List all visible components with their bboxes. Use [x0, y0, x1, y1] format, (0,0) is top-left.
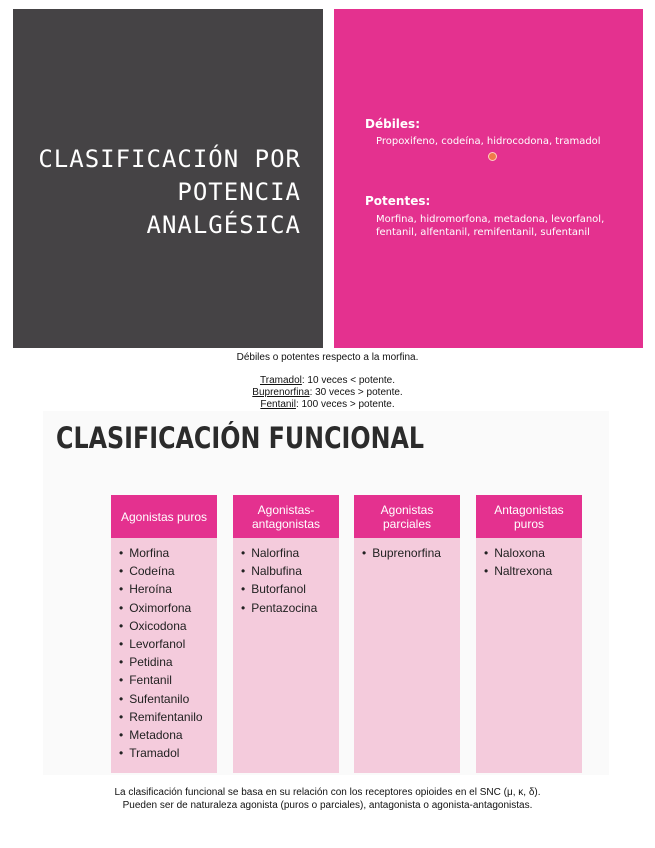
drug-list [476, 538, 582, 580]
column-header [354, 495, 460, 538]
list-item: • Remifentanilo [119, 708, 217, 726]
column-header [111, 495, 217, 538]
list-item: • Nalbufina [241, 562, 339, 580]
column-agonistas-antagonistas [233, 495, 339, 773]
list-item: • Pentazocina [241, 599, 339, 617]
caption-functional-line-1: La clasificación funcional se basa en su relación con los receptores opioides en el SNC (μ, κ, δ). [114, 787, 541, 798]
column-header-line-2: puros [513, 516, 544, 531]
list-item: • Codeína [119, 562, 217, 580]
slide-title [13, 143, 301, 242]
column-header-line-1: Agonistas [380, 502, 434, 517]
list-item: • Oximorfona [119, 599, 217, 617]
potency-drug: Fentanil [260, 399, 296, 410]
potency-item [0, 387, 655, 399]
list-item: • Oxicodona [119, 617, 217, 635]
potency-text: : 30 veces > potente. [309, 387, 403, 398]
slide2-title: CLASIFICACIÓN FUNCIONAL [56, 421, 425, 455]
list-item: • Buprenorfina [362, 544, 460, 562]
column-antagonistas-puros [476, 495, 582, 773]
caption-potency: Débiles o potentes respecto a la morfina. [236, 352, 419, 363]
list-item: • Levorfanol [119, 635, 217, 653]
column-header-line-1: Antagonistas [494, 502, 564, 517]
potency-drug: Tramadol [260, 375, 302, 386]
slide-potency [13, 9, 643, 348]
slide-title-line-1: CLASIFICACIÓN POR [38, 145, 301, 173]
list-item: • Tramadol [119, 744, 217, 762]
potency-text: : 100 veces > potente. [295, 399, 395, 410]
slide-title-line-2: POTENCIA ANALGÉSICA [146, 178, 301, 239]
drug-list [233, 538, 339, 617]
potency-list [0, 375, 655, 411]
list-item: • Heroína [119, 580, 217, 598]
potency-item [0, 375, 655, 387]
strong-text-line-2: fentanil, alfentanil, remifentanil, sufentanil [376, 227, 590, 238]
list-item: • Naloxona [484, 544, 582, 562]
column-header-line-1: Agonistas puros [120, 509, 208, 524]
strong-text-line-1: Morfina, hidromorfona, metadona, levorfanol, [376, 214, 605, 225]
caption-functional-line-2: Pueden ser de naturaleza agonista (puros o parciales), antagonista o agonista-antagonistas. [122, 800, 533, 811]
weak-heading: Débiles: [365, 117, 420, 131]
potency-drug: Buprenorfina [252, 387, 310, 398]
list-item: • Morfina [119, 544, 217, 562]
column-agonistas-parciales [354, 495, 460, 773]
potency-item [0, 399, 655, 411]
slide-functional [43, 411, 609, 775]
column-header [476, 495, 582, 538]
strong-heading: Potentes: [365, 194, 431, 208]
cursor-highlight-icon [488, 152, 497, 161]
caption-functional [0, 786, 655, 812]
potency-text: : 10 veces < potente. [301, 375, 395, 386]
column-header-line-2: antagonistas [251, 516, 321, 531]
list-item: • Naltrexona [484, 562, 582, 580]
list-item: • Sufentanilo [119, 690, 217, 708]
list-item: • Fentanil [119, 671, 217, 689]
list-item: • Nalorfina [241, 544, 339, 562]
column-header-line-1: Agonistas- [257, 502, 315, 517]
strong-text [376, 213, 604, 239]
title-panel [13, 9, 323, 348]
drug-list [111, 538, 217, 762]
weak-text: Propoxifeno, codeína, hidrocodona, tramadol [376, 136, 601, 147]
content-panel [334, 9, 643, 348]
column-header [233, 495, 339, 538]
column-agonistas-puros [111, 495, 217, 773]
list-item: • Metadona [119, 726, 217, 744]
column-header-line-2: parciales [382, 516, 431, 531]
drug-list [354, 538, 460, 562]
list-item: • Butorfanol [241, 580, 339, 598]
list-item: • Petidina [119, 653, 217, 671]
